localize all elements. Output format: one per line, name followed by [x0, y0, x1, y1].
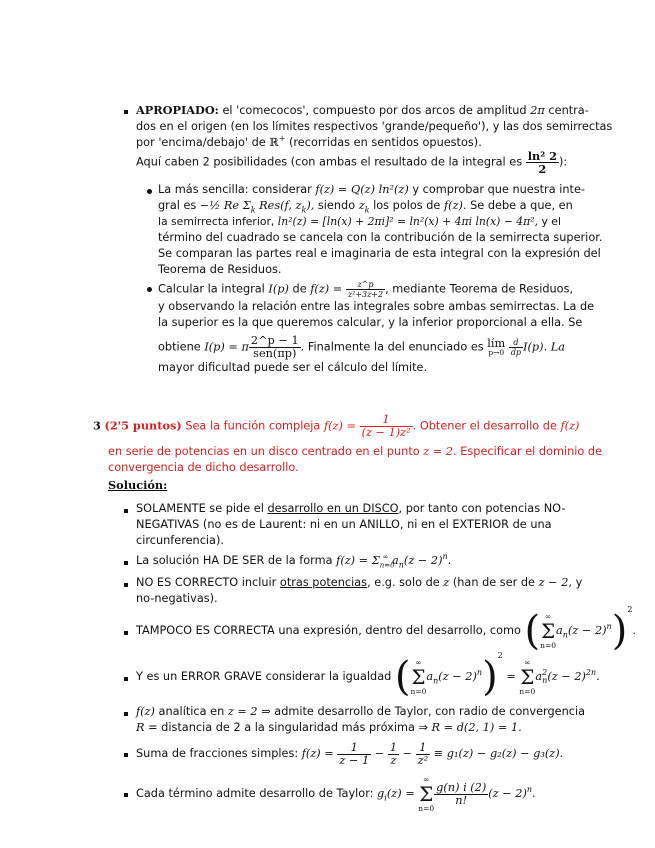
fraction-ip: $\frac{2\^{}p - 1}{\text{sen(πp)}}$ — [250, 334, 299, 360]
bullet-square — [124, 583, 128, 587]
solution-item-forma: La solución HA DE SER de la forma $f(z) = \Sigma_{n=0}^\infty$ $a_n(z - 2)^n$. — [136, 552, 452, 570]
bullet-square — [124, 793, 128, 797]
solution-title: Solución: — [108, 478, 168, 492]
fraction-zp: $\frac{z\^{}p}{\text{z²+3z+2}}$ — [347, 280, 384, 299]
apropiado-posibilidades: Aquí caben 2 posibilidades (con ambas el resultado de la integral es $\frac{\text{ln² 2}}{2}$ ): — [136, 149, 568, 176]
fraction-1: $\frac{1}{z - 1}$ — [339, 740, 370, 767]
sub-item-sencilla: La más sencilla: considerar f(z) = Q(z) ln²(z) y comprobar que nuestra inte- gral es −½ Re $\Sigma_k$ Res(f, $z_k$), siendo $z_k$ los polos de f(z). Se debe a que, en la semirrecta inferior, ln²(z) = [ln(x) + 2πi]² = ln²(x) + 4πi ln(x) − 4π², y el término del cuadrado se cancela con la contribución de la semirrecta superior. Se comparan las partes real e imaginaria de esta integral con la expresión del Teorema de Residuos. — [158, 183, 603, 276]
bullet-dot — [147, 189, 152, 194]
bullet-square — [124, 753, 128, 757]
solution-item-fracciones: Suma de fracciones simples: f(z) = $\frac{1}{z - 1}$ − $\frac{1}{z}$ − $\frac{1}{\text{z²}}$ ≡ g₁(z) − g₂(z) − g₃(z). — [136, 740, 564, 767]
bullet-square — [124, 677, 128, 681]
solution-item-solamente: SOLAMENTE se pide el desarrollo en un DISCO, por tanto con potencias NO- NEGATIVAS (no es de Laurent: ni en un ANILLO, ni en el EXTERIOR de una circunferencia). — [136, 502, 566, 547]
question-3: 3 (2'5 puntos) Sea la función compleja f(z) = $\frac{1}{\text{(z − 1)z²}}$ . Obtener el desarrollo de f(z) — [93, 413, 580, 439]
question-points: (2'5 puntos) — [104, 418, 182, 433]
fraction-question: $\frac{1}{\text{(z − 1)z²}}$ — [361, 413, 411, 439]
sum-operator: ∞ Σ n=0 — [519, 658, 536, 696]
bullet-square — [124, 631, 128, 635]
sum-operator: ∞ Σ n=0 — [540, 612, 557, 650]
fraction-ddp: $\frac{d}{dp}$ — [510, 338, 522, 357]
solution-item-analitica: f(z) analítica en z = 2 ⇒ admite desarrollo de Taylor, con radio de convergencia R = distancia de 2 a la singularidad más próxima ⇒ R = d(2, 1) = 1. — [136, 705, 586, 734]
bullet-square — [124, 509, 128, 513]
solution-item-no-correcto: NO ES CORRECTO incluir otras potencias, e.g. solo de z (han de ser de z − 2, y no-negativas). — [136, 576, 583, 605]
sum-operator: ∞ Σ n=0 — [418, 775, 435, 813]
solution-item-taylor: Cada término admite desarrollo de Taylor: $g_i(z)$ = ∞ Σ n=0 $\frac{g(n) i (2)}{n!}$ $(z - 2)^n$. — [136, 775, 536, 813]
sub-item-calcular: Calcular la integral I(p) de f(z) = $\frac{z\^{}p}{\text{z²+3z+2}}$ , mediante Teorema de Residuos, y observando la relación entre las integrales sobre ambas semirrectas. La de la superior es la que queremos calcular, y la inferior proporcional a ella. Se obtiene I(p) = π $\frac{2\^{}p - 1}{\text{sen(πp)}}$ . Finalmente la del enunciado es lím p→0 $\frac{d}{dp}$ I(p). La mayor dificultad puede ser el cálculo del límite. — [158, 280, 595, 374]
bullet-square — [124, 110, 128, 114]
bullet-dot — [147, 287, 152, 292]
apropiado-label: APROPIADO: — [136, 103, 219, 117]
fraction-taylor: $\frac{g(n) i (2)}{n!}$ — [436, 780, 487, 807]
solution-item-error-grave: Y es un ERROR GRAVE considerar la igualdad ( ∞ Σ n=0 $a_n(z - 2)^n)^2$ = ∞ Σ n=0 $a^2_n(z - 2)^{2n}$. — [136, 651, 600, 700]
fraction-ln2: $\frac{\text{ln² 2}}{2}$ — [527, 149, 557, 176]
bullet-square — [124, 561, 128, 565]
solution-item-tampoco: TAMPOCO ES CORRECTA una expresión, dentro del desarrollo, como ( ∞ Σ n=0 $a_n(z - 2)^n)^2$. — [136, 605, 636, 654]
limit-operator: lím p→0 — [487, 336, 506, 357]
sum-operator: ∞ Σ n=0 — [410, 658, 427, 696]
fraction-3: $\frac{1}{\text{z²}}$ — [417, 740, 429, 767]
fraction-2: $\frac{1}{z}$ — [389, 740, 397, 767]
question-3-continued: en serie de potencias en un disco centrado en el punto z = 2. Especificar el dominio de convergencia de dicho desarrollo. — [108, 445, 603, 474]
apropiado-item: APROPIADO: el 'comecocos', compuesto por dos arcos de amplitud 2π centra- dos en el origen (en los límites respectivos 'grande/pequeño'), y las dos semirrectas por 'encima/debajo' de ℝ+ (recorridas en sentidos opuestos). — [136, 103, 613, 149]
bullet-square — [124, 712, 128, 716]
question-number: 3 — [93, 418, 101, 433]
